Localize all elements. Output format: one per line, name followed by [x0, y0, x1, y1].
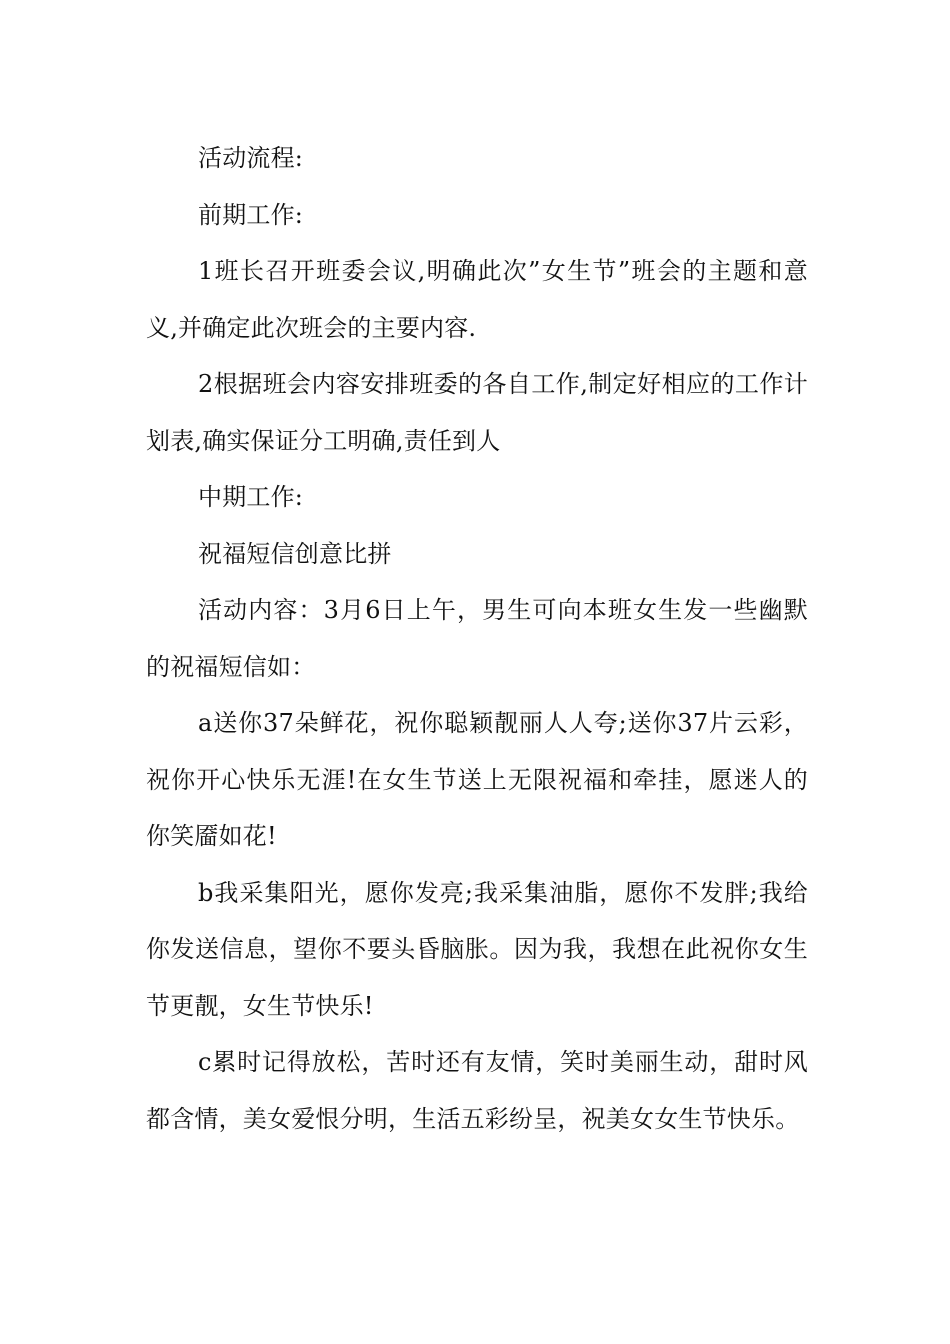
paragraph-message-a: a送你37朵鲜花，祝你聪颖靓丽人人夸;送你37片云彩，祝你开心快乐无涯!在女生节送上无限祝福和牵挂，愿迷人的你笑靥如花!: [146, 709, 808, 850]
paragraph-step-1: 1班长召开班委会议,明确此次”女生节”班会的主题和意义,并确定此次班会的主要内容.: [146, 257, 808, 342]
paragraph-message-b: b我采集阳光，愿你发亮;我采集油脂，愿你不发胖;我给你发送信息，望你不要头昏脑胀。因为我，我想在此祝你女生节更靓，女生节快乐!: [146, 878, 808, 1020]
paragraph-middle-work: 中期工作:: [198, 483, 304, 511]
paragraph-sms-contest: 祝福短信创意比拼: [198, 539, 392, 568]
paragraph-step-2: 2根据班会内容安排班委的各自工作,制定好相应的工作计划表,确实保证分工明确,责任到人: [146, 370, 808, 455]
paragraph-activity-content: 活动内容：3月6日上午，男生可向本班女生发一些幽默的祝福短信如：: [146, 596, 808, 681]
paragraph-message-c: c累时记得放松，苦时还有友情，笑时美丽生动，甜时风都含情，美女爱恨分明，生活五彩纷呈，祝美女女生节快乐。: [146, 1048, 808, 1133]
paragraph-early-work: 前期工作:: [198, 200, 304, 229]
document-body: [146, 130, 808, 1147]
paragraph-activity-process: 活动流程:: [198, 144, 304, 172]
